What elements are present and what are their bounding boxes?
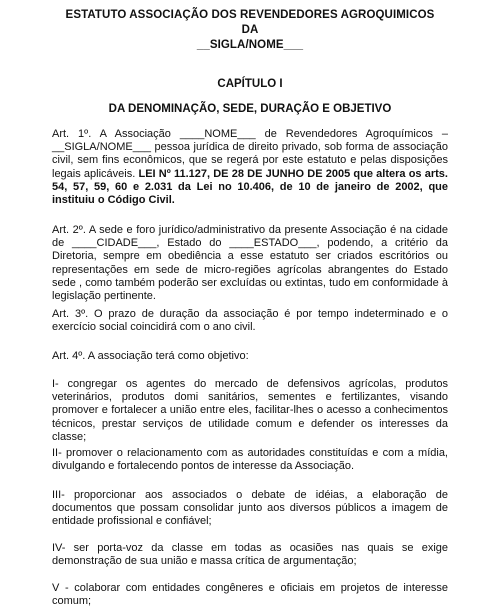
article-2: Art. 2º. A sede e foro jurídico/administrativo da presente Associação é na cidade de ____CIDADE___, Estado do ____ESTADO___, podendo, a critério da Diretoria, sempre em obediência a esse estatuto ser criados escritórios ou representações em sede de micro-regiões agrícolas abrangentes do Estado sede , como também poderão ser excluídas ou extintas, tudo em conformidade à legislação pertinente. (52, 224, 448, 303)
document-title-line2: __SIGLA/NOME___ (196, 39, 304, 51)
article-4-item-3: III- proporcionar aos associados o debate de idéias, a elaboração de documentos que possam consolidar junto aos diversos públicos a imagem de entidade profissional e confiável; (52, 489, 448, 528)
article-1-law-reference: LEI Nº 11.127, DE 28 DE JUNHO DE 2005 que altera os arts. 54, 57, 59, 60 e 2.031 da Lei no 10.406, de 10 de janeiro de 2002, que instituiu o Código Civil. (52, 167, 448, 207)
article-4-item-4: IV- ser porta-voz da classe em todas as ocasiões nas quais se exige demonstração de sua união e massa crítica de argumentação; (52, 542, 448, 568)
article-4: Art. 4º. A associação terá como objetivo: (52, 350, 249, 362)
document-title-line1: ESTATUTO ASSOCIAÇÃO DOS REVENDEDORES AGROQUIMICOS DA (65, 9, 435, 36)
article-1 (52, 128, 448, 207)
article-3: Art. 3º. O prazo de duração da associação é por tempo indeterminado e o exercício social coincidirá com o ano civil. (52, 308, 448, 334)
article-4-item-2: II- promover o relacionamento com as autoridades constituídas e com a mídia, divulgando e fortalecendo pontos de interesse da Associação. (52, 447, 448, 473)
chapter-heading: CAPÍTULO I (217, 78, 283, 90)
article-1-text: Art. 1º. A Associação ____NOME___ de Revendedores Agroquímicos – __SIGLA/NOME___ pessoa jurídica de direito privado, sob forma de associação civil, sem fins econômicos, que se regerá por este estatuto e pelas disposições legais aplicáveis. (52, 128, 448, 180)
article-4-item-5: V - colaborar com entidades congêneres e oficiais em projetos de interesse comum; (52, 582, 448, 608)
chapter-subtitle: DA DENOMINAÇÃO, SEDE, DURAÇÃO E OBJETIVO (108, 103, 392, 115)
article-4-item-1: I- congregar os agentes do mercado de defensivos agrícolas, produtos veterinários, produtos domi sanitários, sementes e fertilizantes, visando promover e fortalecer a união entre eles, facilitar-lhes o acesso a conhecimentos técnicos, prestar serviços de utilidade comum e defender os interesses da classe; (52, 378, 448, 443)
document-title (60, 8, 440, 53)
